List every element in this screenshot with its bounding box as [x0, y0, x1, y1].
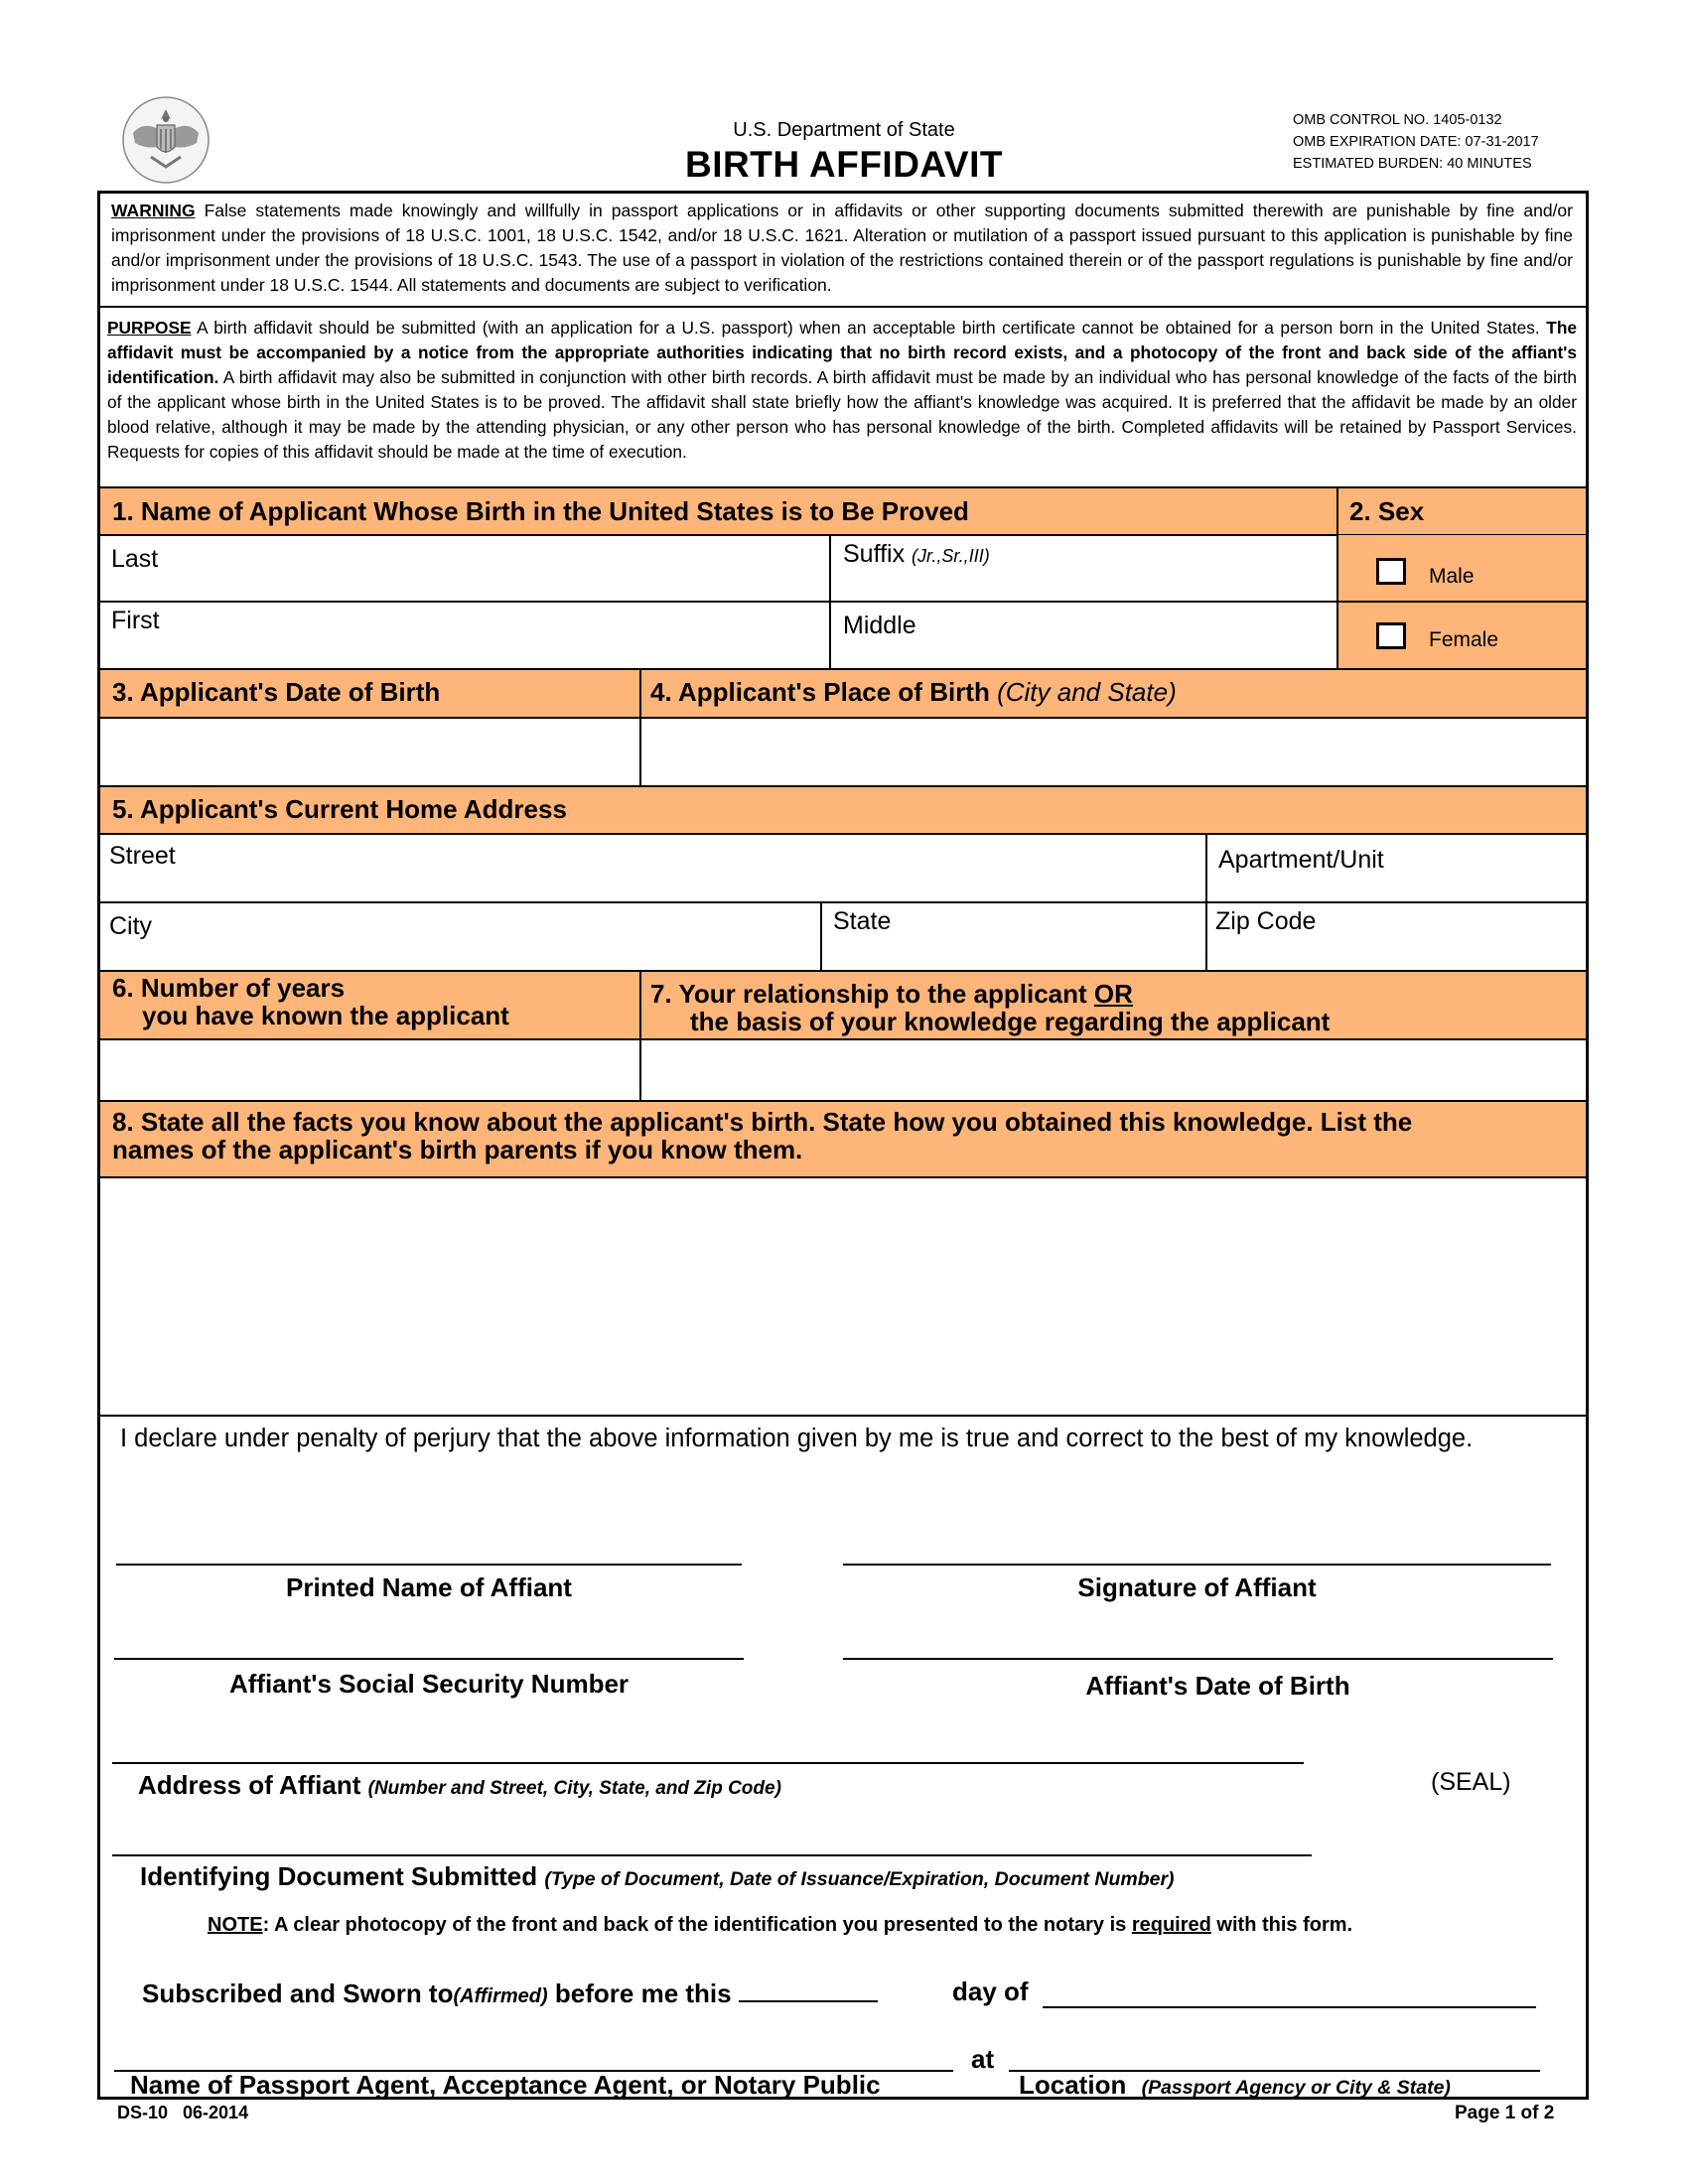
- section-2-title: 2. Sex: [1349, 496, 1425, 526]
- section-7-title-line-2: the basis of your knowledge regarding the applicant: [690, 1007, 1331, 1036]
- page-number: Page 1 of 2: [1455, 2103, 1555, 2123]
- divider: [100, 1038, 1586, 1040]
- agent-name-label: Name of Passport Agent, Acceptance Agent, or Notary Public: [130, 2070, 881, 2100]
- location-hint: (Passport Agency or City & State): [1141, 2077, 1451, 2099]
- affiant-address-label: [138, 1770, 781, 1801]
- section-3-title: 3. Applicant's Date of Birth: [112, 677, 441, 707]
- state-field[interactable]: [823, 903, 1204, 969]
- last-name-field[interactable]: [102, 536, 827, 600]
- divider: [100, 306, 1586, 308]
- signature-line[interactable]: [843, 1564, 1551, 1566]
- suffix-field[interactable]: [832, 536, 1336, 600]
- city-label: City: [109, 912, 153, 940]
- section-4-title-text: 4. Applicant's Place of Birth: [650, 677, 990, 707]
- purpose-paragraph: [107, 316, 1577, 465]
- first-name-label: First: [111, 607, 160, 634]
- suffix-hint: (Jr.,Sr.,III): [912, 546, 990, 566]
- middle-name-label: Middle: [843, 612, 916, 639]
- warning-label: WARNING: [111, 201, 196, 220]
- divider: [820, 902, 822, 970]
- section-8-title: [112, 1108, 1412, 1163]
- relationship-field[interactable]: [642, 1041, 1584, 1099]
- divider: [639, 972, 641, 1100]
- city-field[interactable]: [102, 903, 819, 969]
- note-required: required: [1131, 1914, 1211, 1936]
- male-label: Male: [1429, 565, 1475, 588]
- first-name-field[interactable]: [102, 603, 827, 668]
- section-7-title: [650, 980, 1330, 1035]
- location-label-text: Location: [1019, 2070, 1127, 2100]
- place-of-birth-field[interactable]: [642, 720, 1584, 785]
- ssn-line[interactable]: [114, 1658, 744, 1660]
- last-name-label: Last: [111, 545, 159, 573]
- affiant-address-hint: (Number and Street, City, State, and Zip Code): [367, 1778, 781, 1799]
- divider: [100, 717, 1586, 719]
- note-label: NOTE: [208, 1914, 263, 1936]
- printed-name-label: Printed Name of Affiant: [286, 1572, 572, 1602]
- us-great-seal-icon: [121, 95, 211, 185]
- subscribed-label: Subscribed and Sworn to: [142, 1979, 454, 2008]
- day-of-label: day of: [952, 1977, 1029, 2006]
- omb-expiration-date: OMB EXPIRATION DATE: 07-31-2017: [1293, 134, 1539, 150]
- divider: [100, 486, 1586, 488]
- section-5-title: 5. Applicant's Current Home Address: [112, 794, 567, 824]
- apartment-field[interactable]: [1208, 835, 1584, 900]
- id-document-label-text: Identifying Document Submitted: [140, 1861, 538, 1891]
- purpose-text-2: A birth affidavit may also be submitted in conjunction with other birth records. A birth affidavit must be made by an individual who has personal knowledge of the facts of the birth of the applicant whose birth in the United States is to be proved. The affidavit shall state briefly how the affiant's knowledge was acquired. It is preferred that the affidavit be made by an older blood relative, although it may be made by the attending physician, or any other person who has personal knowledge of the birth. Completed affidavits will be retained by Passport Services. Requests for copies of this affidavit should be made at the time of execution.: [107, 367, 1577, 462]
- omb-control-number: OMB CONTROL NO. 1405-0132: [1293, 112, 1502, 128]
- note-paragraph: [208, 1914, 1352, 1937]
- at-label: at: [971, 2044, 995, 2074]
- divider: [1337, 601, 1586, 603]
- note-text-1: : A clear photocopy of the front and back of the identification you presented to the notary is: [262, 1914, 1132, 1936]
- female-label: Female: [1429, 628, 1499, 651]
- zip-code-field[interactable]: [1208, 903, 1584, 969]
- divider: [639, 670, 641, 786]
- date-of-birth-field[interactable]: [102, 720, 638, 785]
- affiant-dob-label: Affiant's Date of Birth: [1085, 1671, 1350, 1701]
- estimated-burden: ESTIMATED BURDEN: 40 MINUTES: [1293, 156, 1532, 172]
- subscribed-sworn-line: [142, 1979, 878, 2009]
- female-checkbox[interactable]: [1376, 622, 1406, 649]
- section-6-title-line-1: 6. Number of years: [112, 973, 346, 1003]
- section-7-title-line-1: [650, 980, 1330, 1008]
- male-checkbox[interactable]: [1376, 558, 1406, 585]
- years-known-field[interactable]: [102, 1041, 638, 1099]
- affiant-address-line[interactable]: [112, 1762, 1304, 1764]
- signature-label: Signature of Affiant: [1077, 1572, 1317, 1602]
- seal-label: (SEAL): [1431, 1768, 1511, 1796]
- note-text-2: with this form.: [1210, 1914, 1353, 1936]
- zip-code-label: Zip Code: [1215, 907, 1317, 935]
- before-me-label: before me this: [547, 1979, 739, 2008]
- purpose-text-1: A birth affidavit should be submitted (with an application for a U.S. passport) when an acceptable birth certificate cannot be obtained for a person born in the United States.: [191, 318, 1547, 338]
- divider: [829, 535, 831, 670]
- birth-affidavit-form: [97, 191, 1589, 2100]
- id-document-label: [140, 1861, 1175, 1892]
- section-6-title: [112, 974, 509, 1029]
- omb-info: [1293, 109, 1539, 175]
- purpose-bold-text: The affidavit must be accompanied by a notice from the appropriate authorities indicating that no birth record exists, and a photocopy of the front and back side of the affiant's identification.: [107, 318, 1577, 387]
- location-label: [1019, 2070, 1451, 2101]
- department-name: U.S. Department of State: [733, 119, 955, 141]
- id-document-hint: (Type of Document, Date of Issuance/Expiration, Document Number): [544, 1868, 1175, 1890]
- divider: [100, 1176, 1586, 1178]
- form-number: DS-10 06-2014: [117, 2103, 249, 2122]
- id-document-line[interactable]: [112, 1854, 1312, 1856]
- divider: [100, 1415, 1586, 1417]
- affirmed-label: (Affirmed): [453, 1985, 548, 2007]
- section-8-title-line-1: 8. State all the facts you know about the applicant's birth. State how you obtained this knowledge. List the: [112, 1107, 1413, 1137]
- suffix-label-text: Suffix: [843, 540, 906, 568]
- warning-text: False statements made knowingly and willfully in passport applications or in affidavits or other supporting documents submitted therewith are punishable by fine and/or imprisonment under the provisions of 18 U.S.C. 1001, 18 U.S.C. 1542, and/or 18 U.S.C. 1621. Alteration or mutilation of a passport issued pursuant to this application is punishable by fine and/or imprisonment under the provisions of 18 U.S.C. 1543. The use of a passport in violation of the restrictions contained therein or of the passport regulations is punishable by fine and/or imprisonment under 18 U.S.C. 1544. All statements and documents are subject to verification.: [111, 201, 1573, 295]
- section-8-title-line-2: names of the applicant's birth parents if you know them.: [112, 1135, 803, 1164]
- page-title: BIRTH AFFIDAVIT: [685, 144, 1003, 185]
- section-4-hint: (City and State): [997, 677, 1177, 707]
- section-1-title: 1. Name of Applicant Whose Birth in the United States is to Be Proved: [112, 496, 969, 526]
- section-4-title: [650, 678, 1177, 706]
- section-6-title-line-2: you have known the applicant: [142, 1001, 509, 1030]
- street-label: Street: [109, 842, 176, 870]
- state-label: State: [833, 907, 892, 935]
- middle-name-field[interactable]: [832, 603, 1336, 668]
- month-year-line[interactable]: [1043, 2006, 1536, 2008]
- section-7-or: OR: [1093, 979, 1133, 1009]
- affiant-address-label-text: Address of Affiant: [138, 1770, 361, 1800]
- section-7-title-line-1-text: 7. Your relationship to the applicant: [650, 979, 1094, 1009]
- purpose-label: PURPOSE: [107, 318, 192, 338]
- printed-name-line[interactable]: [116, 1564, 742, 1566]
- street-field[interactable]: [102, 835, 1204, 900]
- warning-paragraph: [111, 199, 1573, 298]
- affiant-dob-line[interactable]: [843, 1658, 1553, 1660]
- apartment-label: Apartment/Unit: [1218, 846, 1384, 874]
- birth-facts-field[interactable]: [102, 1179, 1584, 1414]
- ssn-label: Affiant's Social Security Number: [228, 1669, 630, 1699]
- day-field[interactable]: [739, 2000, 878, 2002]
- declaration-text: I declare under penalty of perjury that the above information given by me is true and correct to the best of my knowledge.: [120, 1425, 1474, 1452]
